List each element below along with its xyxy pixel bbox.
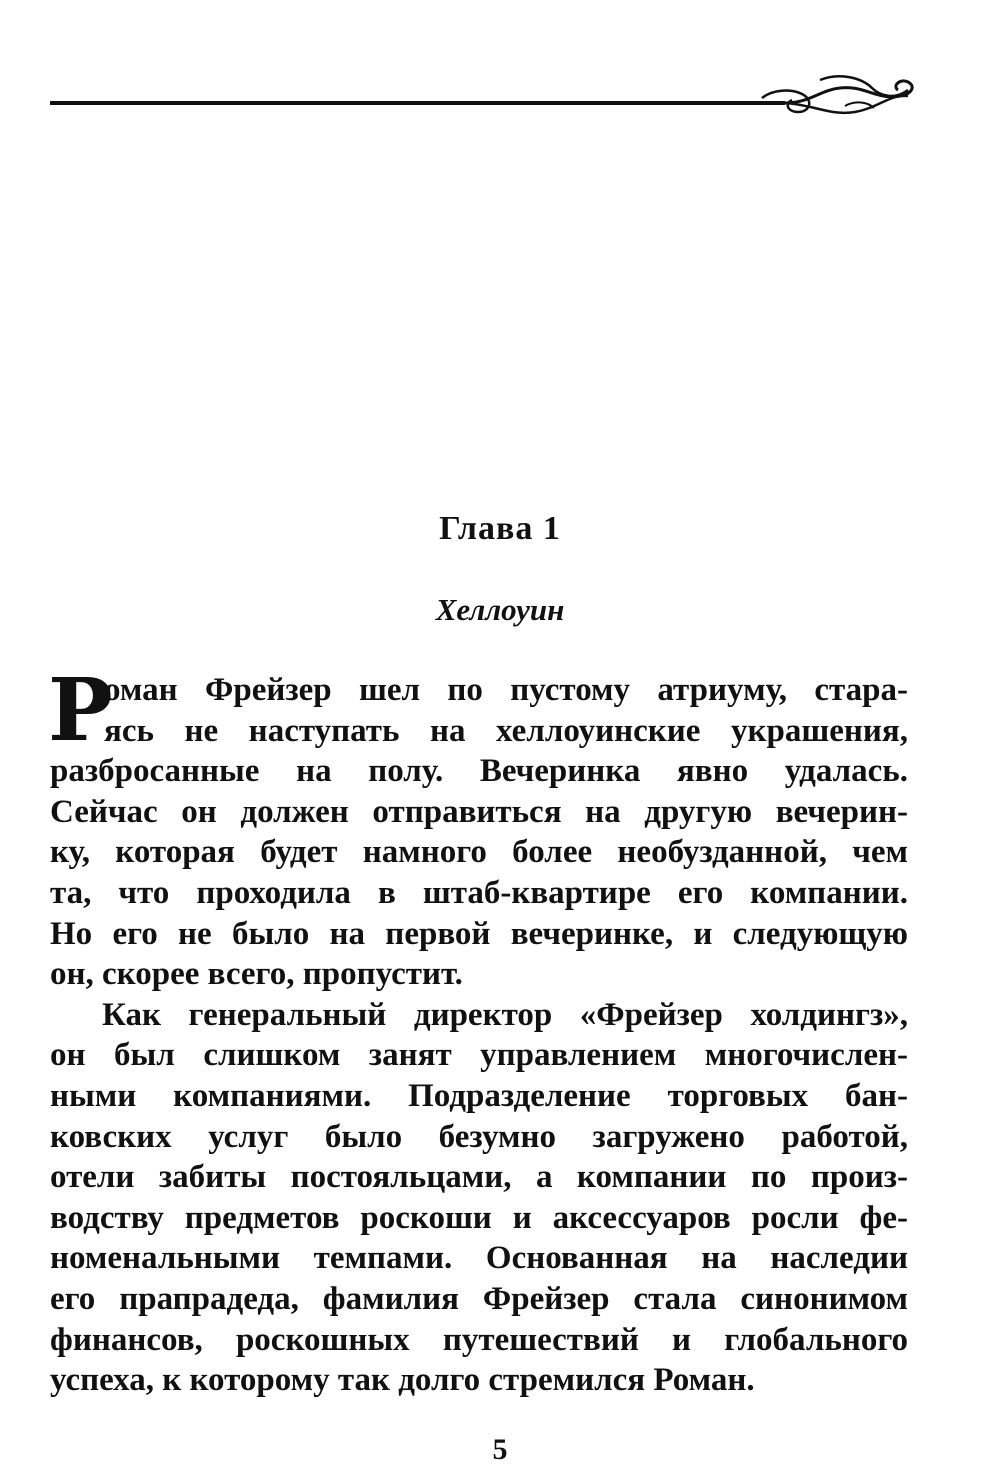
- text-line: ными компаниями. Подразделение торговых бан-: [50, 1077, 908, 1114]
- text-line: финансов, роскошных путешествий и глобального: [50, 1321, 908, 1358]
- text-line: успеха, к которому так долго стремился Роман.: [50, 1362, 755, 1399]
- text-line: ковских услуг было безумно загружено работой,: [50, 1118, 908, 1155]
- text-line: он был слишком занят управлением многочислен-: [50, 1037, 908, 1074]
- text-line: водству предметов роскоши и аксессуаров росли фе-: [50, 1199, 908, 1236]
- text-line: отели забиты постояльцами, а компании по произ-: [50, 1159, 908, 1196]
- header-ornament-rule: [50, 60, 920, 130]
- text-line: ясь не наступать на хеллоуинские украшения,: [104, 712, 908, 749]
- text-line: разбросанные на полу. Вечеринка явно удалась.: [50, 753, 908, 790]
- text-line: номенальными темпами. Основанная на наследии: [50, 1240, 908, 1277]
- drop-cap: Р: [48, 660, 113, 761]
- chapter-subtitle: Хеллоуин: [435, 592, 565, 627]
- decorative-flourish-icon: [50, 76, 912, 113]
- chapter-body: [48, 660, 908, 1401]
- text-line: Как генеральный директор «Фрейзер холдингз»,: [102, 996, 908, 1033]
- text-line: ку, которая будет намного более необузданной, чем: [50, 834, 908, 871]
- text-line: та, что проходила в штаб-квартире его компании.: [50, 874, 908, 911]
- text-line: Но его не было на первой вечеринке, и следующую: [50, 915, 908, 952]
- text-line: оман Фрейзер шел по пустому атриуму, стара-: [104, 672, 908, 708]
- text-line: Сейчас он должен отправиться на другую вечерин-: [50, 793, 908, 830]
- chapter-title: Глава 1: [439, 510, 561, 547]
- text-line: он, скорее всего, пропустит.: [50, 956, 463, 993]
- text-line: его прапрадеда, фамилия Фрейзер стала синонимом: [50, 1280, 908, 1317]
- page-number: 5: [492, 1433, 508, 1466]
